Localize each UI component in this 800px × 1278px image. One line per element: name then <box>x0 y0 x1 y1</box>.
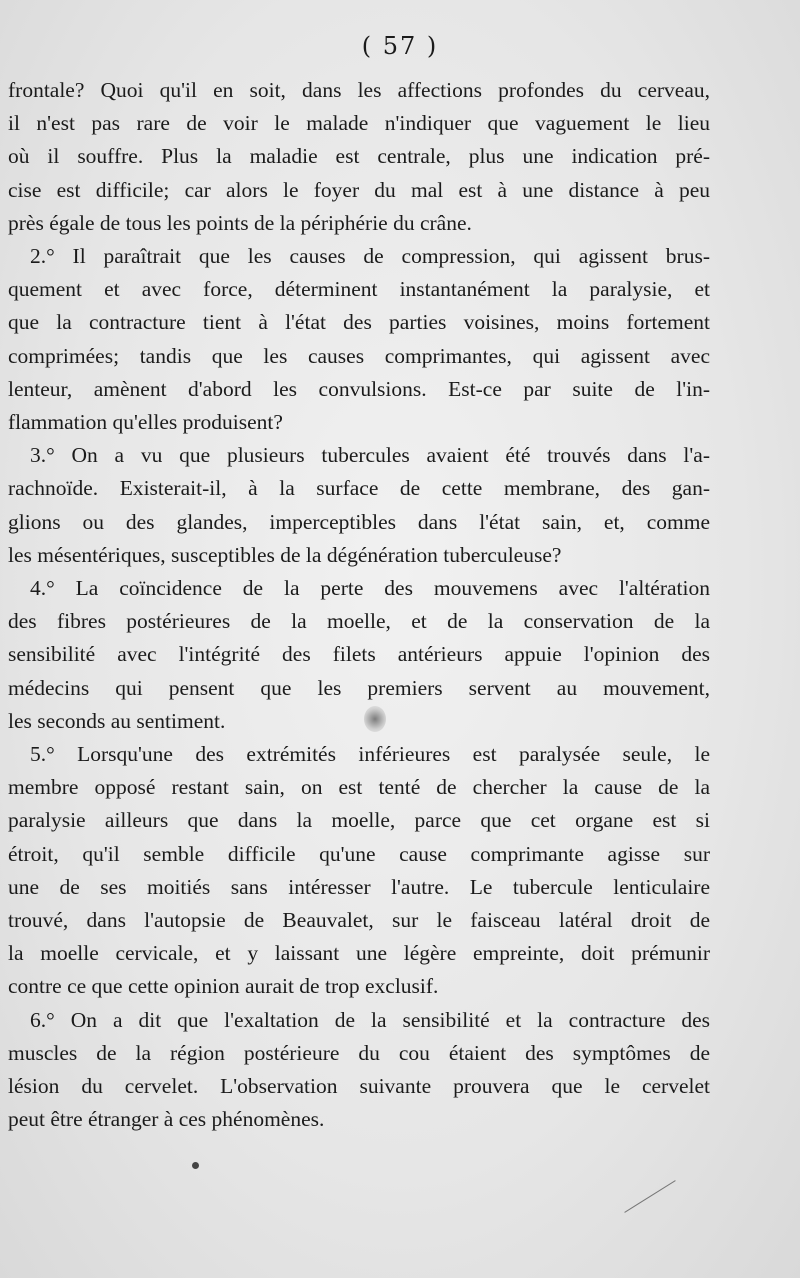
text-line: contre ce que cette opinion aurait de trop exclusif. <box>8 974 439 999</box>
text-line: 2.° Il paraîtrait que les causes de compression, qui agissent brus- <box>30 244 710 269</box>
page-number: ( 57 ) <box>361 32 439 60</box>
text-line: flammation qu'elles produisent? <box>8 410 283 435</box>
body-text <box>8 74 710 1137</box>
text-line: étroit, qu'il semble difficile qu'une cause comprimante agisse sur <box>8 841 710 866</box>
text-line: 6.° On a dit que l'exaltation de la sensibilité et la contracture des <box>30 1007 710 1032</box>
text-line: la moelle cervicale, et y laissant une légère empreinte, doit prémunir <box>8 941 710 966</box>
text-line: 4.° La coïncidence de la perte des mouvemens avec l'altération <box>30 576 710 601</box>
ink-smudge <box>364 706 386 732</box>
text-line: 5.° Lorsqu'une des extrémités inférieures est paralysée seule, le <box>30 742 710 767</box>
text-line: 3.° On a vu que plusieurs tubercules avaient été trouvés dans l'a- <box>30 443 710 468</box>
text-line: il n'est pas rare de voir le malade n'indiquer que vaguement le lieu <box>8 111 710 136</box>
text-line: les mésentériques, susceptibles de la dégénération tuberculeuse? <box>8 542 562 567</box>
paper-scratch <box>624 1180 675 1213</box>
text-line: que la contracture tient à l'état des parties voisines, moins fortement <box>8 310 710 335</box>
text-line: muscles de la région postérieure du cou étaient des symptômes de <box>8 1040 710 1065</box>
text-line: où il souffre. Plus la maladie est centrale, plus une indication pré- <box>8 144 710 169</box>
text-line: près égale de tous les points de la périphérie du crâne. <box>8 210 472 235</box>
text-line: sensibilité avec l'intégrité des filets antérieurs appuie l'opinion des <box>8 642 710 667</box>
text-line: une de ses moitiés sans intéresser l'autre. Le tubercule lenticulaire <box>8 874 710 899</box>
ink-dot <box>192 1162 199 1169</box>
text-line: trouvé, dans l'autopsie de Beauvalet, sur le faisceau latéral droit de <box>8 908 710 933</box>
text-line: les seconds au sentiment. <box>8 708 226 733</box>
text-line: frontale? Quoi qu'il en soit, dans les affections profondes du cerveau, <box>8 78 710 102</box>
text-line: quement et avec force, déterminent instantanément la paralysie, et <box>8 277 710 302</box>
text-line: des fibres postérieures de la moelle, et de la conservation de la <box>8 609 710 634</box>
text-line: peut être étranger à ces phénomènes. <box>8 1107 325 1132</box>
text-line: lenteur, amènent d'abord les convulsions. Est-ce par suite de l'in- <box>8 376 710 401</box>
text-line: cise est difficile; car alors le foyer du mal est à une distance à peu <box>8 177 710 202</box>
text-line: médecins qui pensent que les premiers servent au mouvement, <box>8 675 710 700</box>
text-line: membre opposé restant sain, on est tenté de chercher la cause de la <box>8 775 710 800</box>
text-line: comprimées; tandis que les causes comprimantes, qui agissent avec <box>8 343 710 368</box>
text-line: paralysie ailleurs que dans la moelle, parce que cet organe est si <box>8 808 710 833</box>
text-line: glions ou des glandes, imperceptibles dans l'état sain, et, comme <box>8 509 710 534</box>
text-line: lésion du cervelet. L'observation suivante prouvera que le cervelet <box>8 1074 710 1099</box>
text-line: rachnoïde. Existerait-il, à la surface de cette membrane, des gan- <box>8 476 710 501</box>
